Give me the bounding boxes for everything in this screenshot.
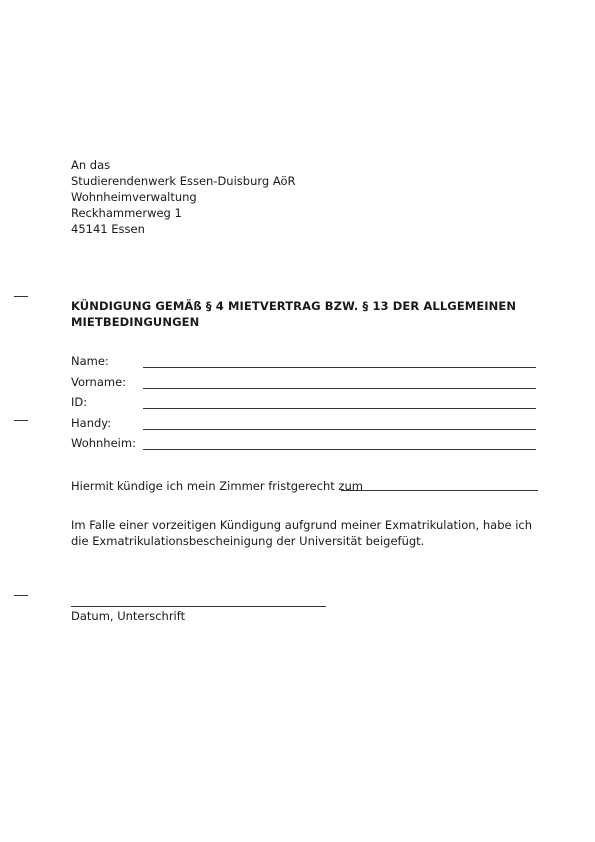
handy-field[interactable]	[71, 416, 536, 432]
wohnheim-line[interactable]	[143, 449, 536, 450]
exmatriculation-paragraph: Im Falle einer vorzeitigen Kündigung aufgrund meiner Exmatrikulation, habe ich die Exmatrikulationsbescheinigung der Universität beigefügt.	[71, 518, 533, 548]
handy-label: Handy:	[71, 416, 112, 430]
id-line[interactable]	[143, 408, 536, 409]
signature-label: Datum, Unterschrift	[71, 609, 186, 623]
cancellation-text: Hiermit kündige ich mein Zimmer fristgerecht zum	[71, 479, 363, 493]
id-label: ID:	[71, 395, 88, 409]
fold-mark-top	[14, 296, 28, 297]
document-subject: KÜNDIGUNG GEMÄß § 4 MIETVERTRAG BZW. § 13 DER ALLGEMEINEN MIETBEDINGUNGEN	[71, 299, 517, 329]
address-line: 45141 Essen	[71, 222, 145, 236]
fold-mark-punch	[14, 420, 28, 421]
name-label: Name:	[71, 354, 109, 368]
name-line[interactable]	[143, 367, 536, 368]
vorname-label: Vorname:	[71, 375, 127, 389]
vorname-line[interactable]	[143, 388, 536, 389]
vorname-field[interactable]	[71, 375, 536, 391]
signature-line[interactable]	[71, 606, 326, 607]
wohnheim-field[interactable]	[71, 436, 536, 452]
address-line: Studierendenwerk Essen-Duisburg AöR	[71, 174, 296, 188]
handy-line[interactable]	[143, 429, 536, 430]
address-line: Reckhammerweg 1	[71, 206, 182, 220]
recipient-address	[71, 157, 296, 237]
name-field[interactable]	[71, 354, 536, 370]
address-line: An das	[71, 158, 111, 172]
fold-mark-bottom	[14, 595, 28, 596]
cancellation-date-line[interactable]	[341, 490, 538, 491]
address-line: Wohnheimverwaltung	[71, 190, 197, 204]
wohnheim-label: Wohnheim:	[71, 436, 136, 450]
id-field[interactable]	[71, 395, 536, 411]
